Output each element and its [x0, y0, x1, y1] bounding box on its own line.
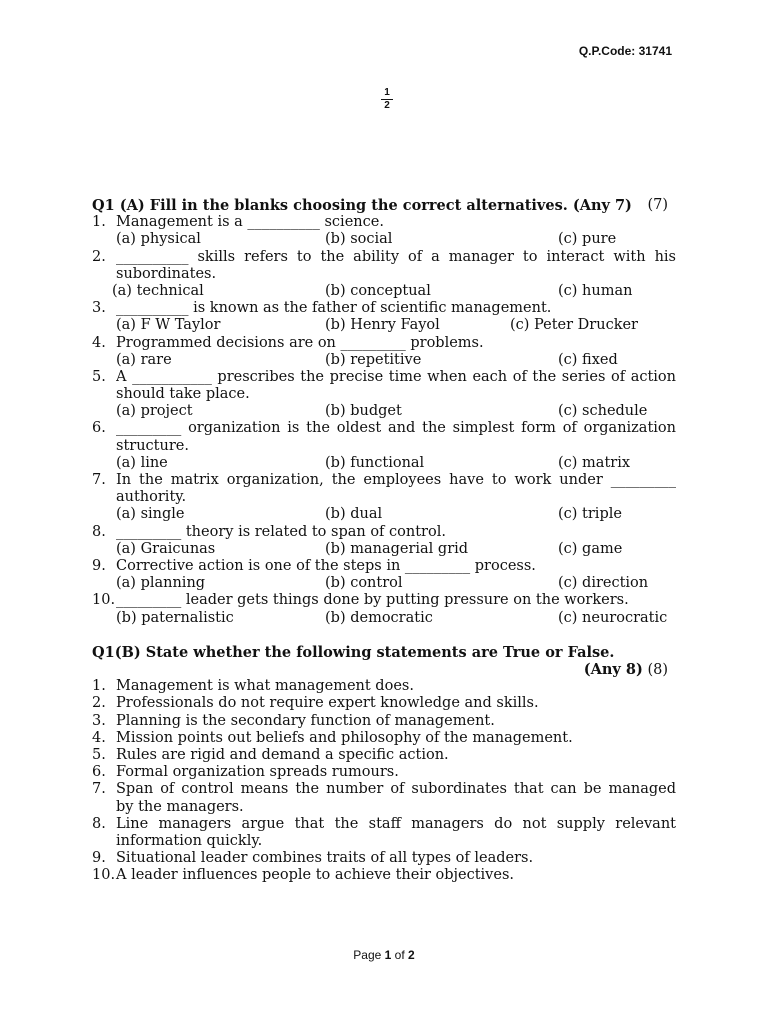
q1b-item-text: A leader influences people to achieve their objectives. [116, 867, 514, 884]
q1a-item-number: 6. [92, 420, 106, 437]
q1a-option: (b) conceptual [325, 282, 431, 299]
q1a-option: (b) repetitive [325, 351, 422, 368]
q1b-item-line [92, 713, 676, 730]
q1b-item-number: 4. [92, 729, 106, 746]
q1a-item-number: 2. [92, 248, 106, 265]
q1a-item-text: structure. [116, 437, 189, 454]
q1a-option: (c) pure [558, 231, 617, 248]
q1a-option: (a) physical [116, 231, 201, 248]
q1a-item-number: 8. [92, 523, 106, 540]
q1a-item-line [92, 420, 676, 437]
qp-code: Q.P.Code: 31741 [578, 44, 672, 58]
page-total: 2 [408, 948, 415, 962]
q1b-item-number: 10. [92, 867, 116, 884]
q1b-item-line [92, 816, 676, 833]
q1a-item-text: Programmed decisions are on _________ problems. [116, 334, 484, 351]
q1a-options-row [92, 455, 676, 472]
q1a-item-line [92, 249, 676, 266]
q1a-item-line [92, 472, 676, 489]
q1a-option: (a) project [116, 403, 193, 420]
q1a-option: (c) direction [558, 575, 649, 592]
q1a-item-line [92, 300, 676, 317]
q1a-item-text: Corrective action is one of the steps in _________ process. [116, 557, 536, 574]
q1a-item-line [92, 524, 676, 541]
q1a-item-text: A ___________ prescribes the precise time when each of the series of action [116, 368, 676, 385]
q1b-item-text: Formal organization spreads rumours. [116, 764, 399, 781]
q1a-option: (a) F W Taylor [116, 317, 221, 334]
q1b-item-line [92, 833, 676, 850]
q1a-item-text: should take place. [116, 386, 250, 403]
q1a-option: (c) game [558, 540, 623, 557]
q1b-item-text: Management is what management does. [116, 678, 414, 695]
q1b-item-line [92, 799, 676, 816]
q1a-item-line [92, 558, 676, 575]
q1a-option: (c) Peter Drucker [510, 317, 638, 334]
q1b-item-text: Line managers argue that the staff managers do not supply relevant [116, 815, 676, 832]
q1b-marks-wrap [584, 661, 668, 679]
q1a-option: (b) democratic [325, 609, 433, 626]
q1b-item-text: Professionals do not require expert knowledge and skills. [116, 695, 539, 712]
q1a-options-row [92, 283, 676, 300]
q1a-option: (b) managerial grid [325, 540, 469, 557]
q1a-heading [92, 197, 676, 214]
q1a-option: (b) dual [325, 506, 383, 523]
q1a-item-text: _________ theory is related to span of control. [116, 523, 446, 540]
q1a-option: (c) triple [558, 506, 622, 523]
q1a-item-number: 5. [92, 368, 106, 385]
q1b-item-number: 8. [92, 815, 106, 832]
q1a-item-line [92, 386, 676, 403]
q1a-option: (b) Henry Fayol [325, 317, 440, 334]
q1b-any-row [92, 661, 676, 678]
q1b-item-number: 2. [92, 695, 106, 712]
page-label: Page [353, 948, 385, 962]
q1a-options-row [92, 317, 676, 334]
q1a-item-text: In the matrix organization, the employees have to work under _________ [116, 472, 676, 488]
q1a-option: (b) social [325, 231, 393, 248]
q1b-any: (Any 8) [583, 661, 643, 679]
q1a-item-number: 7. [92, 472, 106, 488]
q1a-item-line [92, 214, 676, 231]
q1a-option: (a) rare [116, 351, 172, 368]
q1a-option: (a) single [116, 506, 185, 523]
q1a-option: (a) Graicunas [116, 540, 216, 557]
q1b-item-number: 7. [92, 781, 106, 798]
q1b-item-text: Span of control means the number of subordinates that can be managed [116, 781, 676, 798]
q1a-marks: (7) [647, 197, 668, 213]
q1a-option: (b) control [325, 575, 403, 592]
q1b-item-line [92, 764, 676, 781]
q1a-item-text: Management is a __________ science. [116, 214, 384, 231]
q1a-option: (c) matrix [558, 454, 631, 471]
fraction-denominator: 2 [384, 100, 390, 111]
q1b-marks: (8) [647, 662, 668, 679]
q1a-options-row [92, 352, 676, 369]
q1a-option: (b) functional [325, 454, 425, 471]
q1a-option: (c) fixed [558, 351, 618, 368]
q1b-item-text: information quickly. [116, 832, 263, 849]
q1a-item-number: 1. [92, 214, 106, 231]
q1a-options-row [92, 506, 676, 523]
q1b-item-number: 3. [92, 712, 106, 729]
q1b-item-line [92, 867, 676, 884]
q1a-item-text: __________ skills refers to the ability of a manager to interact with his [116, 248, 676, 265]
q1a-options-row [92, 231, 676, 248]
q1b-item-text: Situational leader combines traits of all types of leaders. [116, 850, 534, 867]
q1b-item-number: 5. [92, 747, 106, 763]
q1b-item-text: Rules are rigid and demand a specific action. [116, 747, 449, 763]
q1b-item-text: Planning is the secondary function of management. [116, 712, 495, 729]
page-fraction [381, 88, 393, 111]
q1a-option: (a) line [116, 454, 168, 471]
q1a-item-line [92, 438, 676, 455]
q1b-item-number: 6. [92, 764, 106, 781]
q1b-item-line [92, 678, 676, 695]
q1a-options-row [92, 610, 676, 627]
q1b-item-line [92, 747, 676, 764]
q1b-item-line [92, 781, 676, 798]
q1b-item-number: 1. [92, 678, 106, 695]
q1a-item-line [92, 266, 676, 283]
page-of: of [391, 948, 409, 962]
q1a-item-text: authority. [116, 489, 187, 506]
q1a-option: (a) planning [116, 575, 206, 592]
q1a-options-row [92, 403, 676, 420]
q1a-option: (a) technical [112, 282, 204, 299]
q1a-option: (c) schedule [558, 403, 648, 420]
q1a-item-line [92, 369, 676, 386]
q1b-item-line [92, 695, 676, 712]
q1a-option: (c) human [558, 282, 633, 299]
q1a-heading-text: Q1 (A) Fill in the blanks choosing the correct alternatives. (Any 7) [92, 197, 632, 214]
q1a-item-number: 9. [92, 557, 106, 574]
q1a-option: (b) budget [325, 403, 402, 420]
q1b-item-line [92, 730, 676, 747]
q1b-heading [92, 644, 676, 661]
q1a-item-text: _________ organization is the oldest and the simplest form of organization [116, 420, 676, 437]
q1a-options-row [92, 575, 676, 592]
q1a-item-line [92, 335, 676, 352]
q1a-option: (b) paternalistic [116, 609, 234, 626]
page-current: 1 [384, 948, 392, 962]
q1a-item-line [92, 489, 676, 506]
q1a-item-number: 10. [92, 592, 116, 609]
q1b-item-number: 9. [92, 850, 106, 867]
q1b-heading-text: Q1(B) State whether the following statements are True or False. [92, 643, 615, 661]
q1b-item-line [92, 850, 676, 867]
page-footer [0, 948, 768, 962]
fraction-numerator: 1 [384, 87, 390, 98]
q1b-item-text: Mission points out beliefs and philosophy of the management. [116, 729, 573, 746]
q1a-item-text: subordinates. [116, 265, 217, 282]
q1a-item-text: _________ leader gets things done by putting pressure on the workers. [116, 592, 629, 609]
q1a-option: (c) neurocratic [558, 609, 668, 626]
q1a-item-line [92, 592, 676, 609]
q1b-item-text: by the managers. [116, 798, 244, 815]
q1a-item-text: __________ is known as the father of scientific management. [116, 300, 552, 317]
q1a-item-number: 3. [92, 300, 106, 317]
question-paper-body [92, 197, 676, 885]
q1a-item-number: 4. [92, 334, 106, 351]
section-spacer [92, 627, 676, 644]
q1a-options-row [92, 541, 676, 558]
